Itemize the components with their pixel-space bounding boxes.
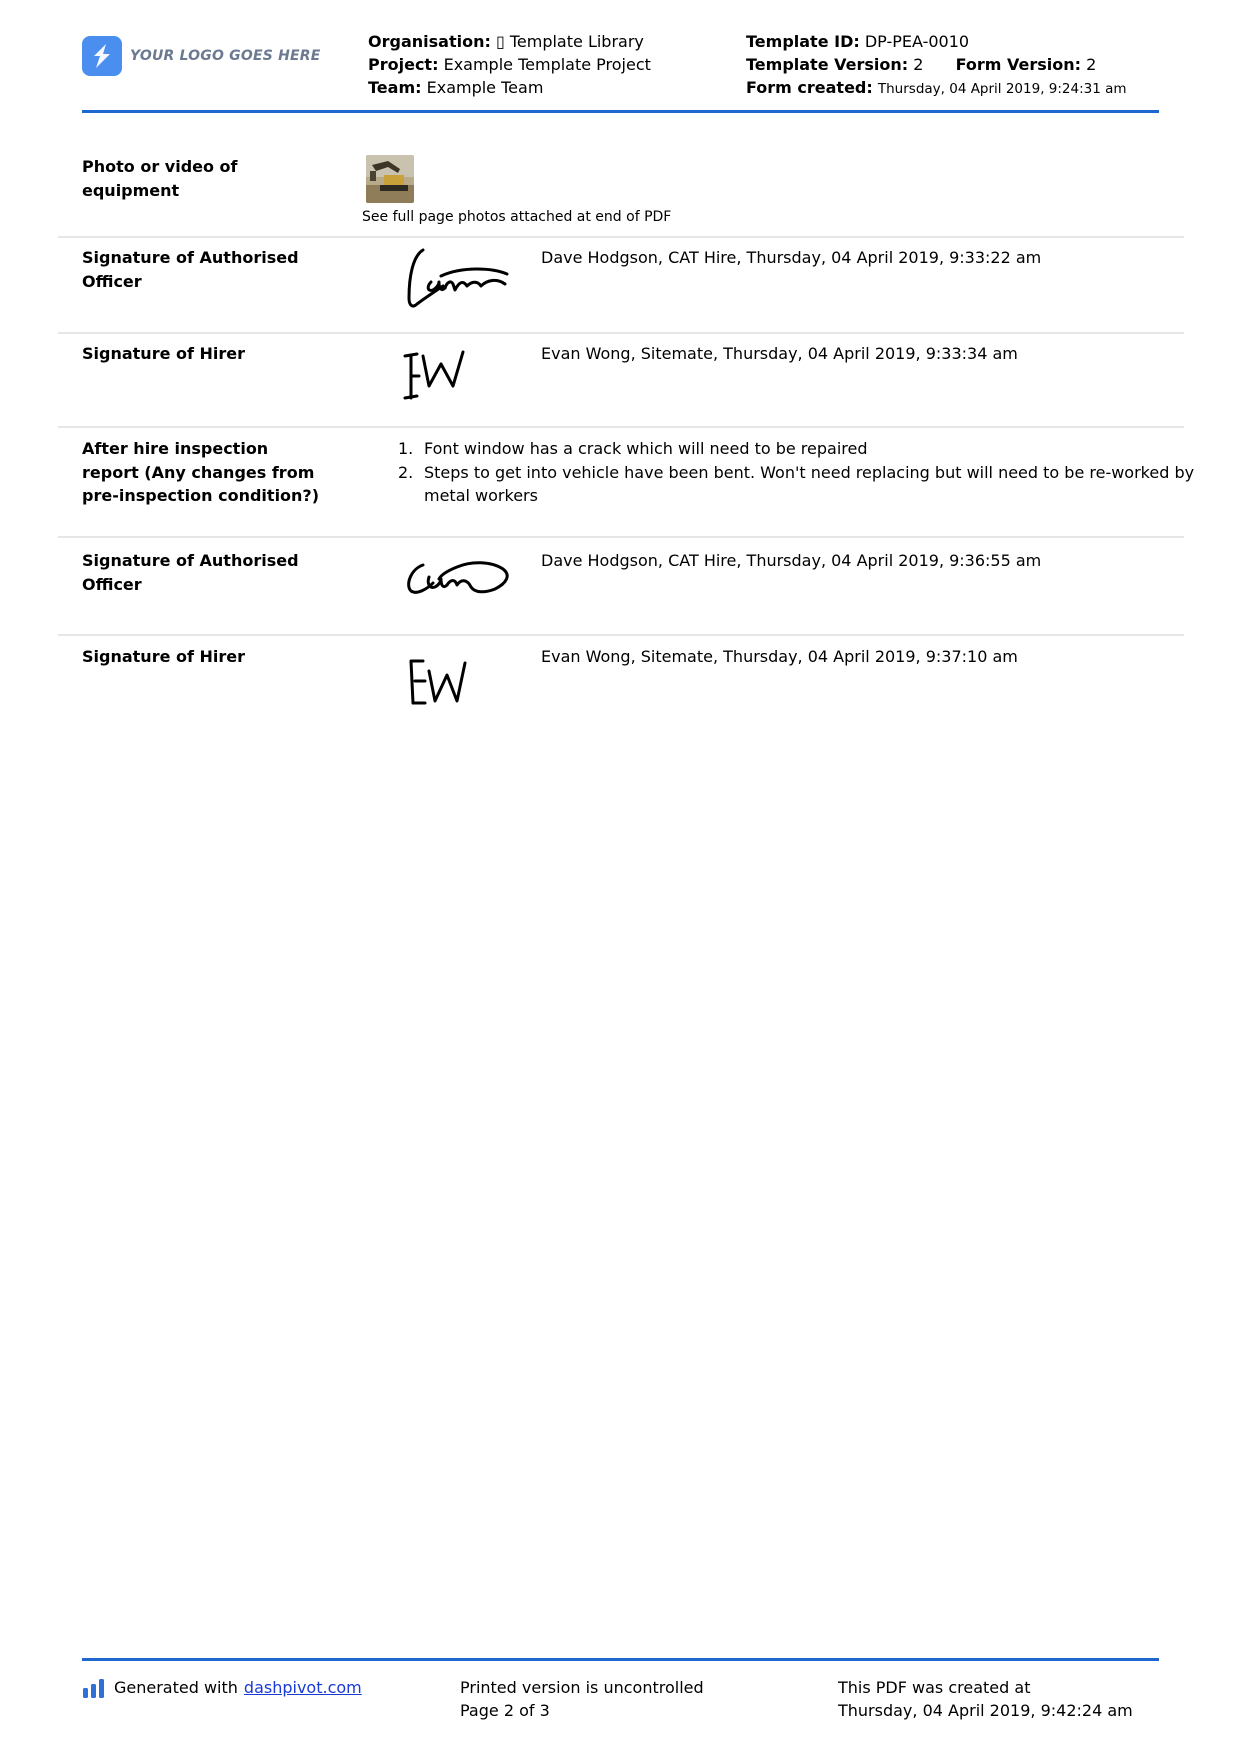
hirer-signature-details: Evan Wong, Sitemate, Thursday, 04 April 2019, 9:33:34 am (541, 344, 1018, 363)
team-label: Team: (368, 78, 422, 97)
organisation-value: ▯ Template Library (495, 32, 644, 51)
page-number: Page 2 of 3 (460, 1701, 550, 1720)
form-version-label: Form Version: (955, 55, 1082, 74)
organisation-label: Organisation: (368, 32, 491, 51)
dashpivot-bars-icon (82, 1678, 106, 1698)
template-id-line (746, 30, 1127, 53)
list-item-text: Steps to get into vehicle have been bent. Won't need replacing but will need to be re-worked by metal workers (424, 462, 1195, 505)
signature-hirer-label: Signature of Hirer (82, 647, 246, 666)
header-divider (82, 110, 1159, 113)
header-org-info (368, 30, 651, 99)
uncontrolled-notice: Printed version is uncontrolled (460, 1678, 704, 1697)
hirer-signature-details: Evan Wong, Sitemate, Thursday, 04 April 2019, 9:37:10 am (541, 647, 1018, 666)
print-status (460, 1676, 704, 1722)
template-id-label: Template ID: (746, 32, 860, 51)
generated-prefix: Generated with (114, 1678, 238, 1697)
header-template-info (746, 30, 1127, 101)
dashpivot-link[interactable]: dashpivot.com (243, 1678, 362, 1697)
after-hire-list (398, 437, 1198, 508)
signature-officer-label: Signature of Authorised Officer (82, 551, 299, 594)
team-line (368, 76, 651, 99)
photo-row (58, 155, 1184, 238)
footer-divider (82, 1658, 1159, 1661)
logo-mark-icon (82, 36, 122, 76)
page-header (82, 28, 1160, 114)
generated-with (82, 1676, 362, 1699)
hirer-signature-image (383, 645, 523, 725)
photo-label: Photo or video of equipment (82, 157, 238, 200)
logo-text: YOUR LOGO GOES HERE (130, 48, 321, 64)
after-hire-inspection-row (58, 437, 1195, 538)
form-created-line (746, 76, 1127, 101)
version-line (746, 53, 1127, 76)
form-created-value: Thursday, 04 April 2019, 9:24:31 am (877, 81, 1127, 97)
signature-row-officer-1 (58, 246, 1184, 334)
after-hire-label: After hire inspection report (Any changes from pre-inspection condition?) (82, 439, 320, 505)
project-value: Example Template Project (443, 55, 651, 74)
officer-signature-image (383, 549, 523, 629)
signature-row-hirer-2 (58, 645, 1184, 727)
form-version-value: 2 (1086, 55, 1097, 74)
hirer-signature-image (383, 342, 523, 422)
list-item: 1. Font window has a crack which will need to be repaired (398, 439, 868, 458)
officer-signature-image (383, 246, 523, 326)
template-id-value: DP-PEA-0010 (864, 32, 970, 51)
list-item: 2. Steps to get into vehicle have been bent. Won't need replacing but will need to be re-worked by metal workers (398, 462, 1195, 505)
photo-attachment-note: See full page photos attached at end of PDF (362, 209, 672, 225)
officer-signature-details: Dave Hodgson, CAT Hire, Thursday, 04 April 2019, 9:33:22 am (541, 248, 1042, 267)
project-label: Project: (368, 55, 439, 74)
pdf-created-info (838, 1676, 1133, 1722)
team-value: Example Team (426, 78, 544, 97)
signature-row-officer-2 (58, 549, 1184, 636)
template-version-label: Template Version: (746, 55, 909, 74)
organisation-line (368, 30, 651, 53)
company-logo (82, 34, 342, 78)
signature-hirer-label: Signature of Hirer (82, 344, 246, 363)
equipment-photo-thumbnail[interactable] (366, 155, 414, 203)
officer-signature-details: Dave Hodgson, CAT Hire, Thursday, 04 April 2019, 9:36:55 am (541, 551, 1042, 570)
form-created-label: Form created: (746, 78, 873, 97)
pdf-created-label: This PDF was created at (838, 1678, 1031, 1697)
list-item-text: Font window has a crack which will need to be repaired (424, 439, 868, 458)
signature-officer-label: Signature of Authorised Officer (82, 248, 299, 291)
project-line (368, 53, 651, 76)
pdf-created-timestamp: Thursday, 04 April 2019, 9:42:24 am (838, 1701, 1133, 1720)
signature-row-hirer-1 (58, 342, 1184, 428)
template-version-value: 2 (913, 55, 924, 74)
